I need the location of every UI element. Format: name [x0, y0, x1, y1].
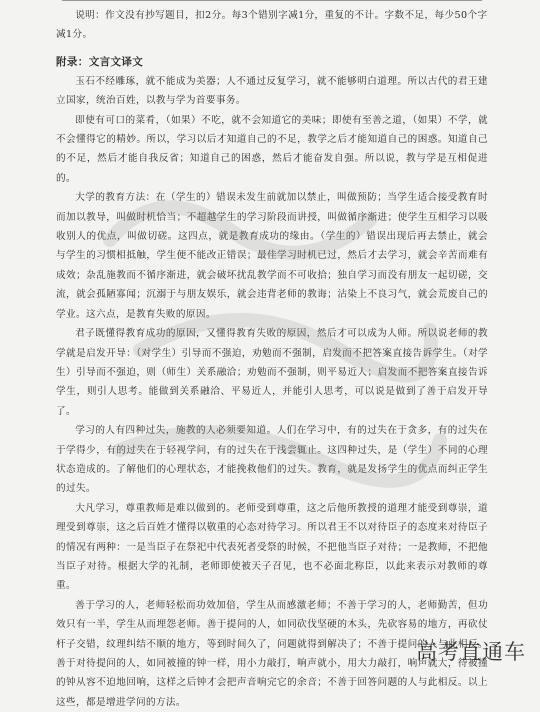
scoring-note: 说明：作文没有抄写题目，扣2分。每3个错别字减1分，重复的不计。字数不足，每少50个字减1分。 — [56, 10, 488, 41]
paragraph-5: 学习的人有四种过失，施教的人必须要知道。人们在学习中，有的过失在于贪多，有的过失在于学得少，有的过失在于轻视学问，有的过失在于浅尝辄止。这四种过失，是（学生）不同的心理状态造成的。了解他们的心理状态，才能挽救他们的过失。教育，就是发扬学生的优点而纠正学生的过失。 — [56, 425, 488, 495]
paragraph-3: 大学的教育方法：在（学生的）错误未发生前就加以禁止，叫做预防；当学生适合接受教育时而加以教导，叫做时机恰当；不超越学生的学习阶段而讲授，叫做循序渐进；使学生互相学习以吸收别人的优点，叫做切磋。这四点，就是教育成功的缘由。（学生的）错误出现后再去禁止，就会与学生的习惯相抵触，学生便不能改正错误；最佳学习时机已过，然后才去学习，就会辛苦而难有成效；杂乱施教而不循序渐进，就会破坏扰乱教学而不可收拾；独自学习而没有朋友一起切磋，交流，就会孤陋寡闻；沉溺于与朋友娱乐，就会违背老师的教诲；沾染上不良习气，就会荒废自己的学业。这六点，是教育失败的原因。 — [56, 192, 488, 320]
paragraph-1: 玉石不经雕琢，就不能成为美器；人不通过反复学习，就不能够明白道理。所以古代的君王建立国家，统治百姓，以教与学为首要事务。 — [56, 75, 488, 107]
appendix-title: 附录：文言文译文 — [56, 55, 144, 68]
paragraph-7: 善于学习的人，老师轻松而功效加倍，学生从而感激老师；不善于学习的人，老师勤苦，但功效只有一半，学生从而埋怨老师。善于提问的人，如同砍伐坚硬的木头，先砍容易的地方，再砍仗杆子交错，纹理纠结不顺的地方，等到时间久了，问题就得到解决了；不善于提问的人与此相反。善于对待提问的人，如同被撞的钟一样，用小力敲打，响声就小，用大力敲打，响声就大，待被撞的钟从容不迫地回响，这样之后钟才会把声音响完它的余音；不善于回答问题的人与此相反。以上这些，都是增进学问的方法。 — [56, 599, 488, 708]
brand-logo-text: 高考直通车 — [416, 640, 526, 664]
paragraph-2: 即使有可口的菜肴，（如果）不吃，就不会知道它的美味；即使有至善之道，（如果）不学，就不会懂得它的精妙。所以，学习以后才知道自己的不足，教学之后才能知道自己的困惑。知道自己的不足，然后才能自我反省；知道自己的困惑，然后才能奋发自强。所以说，教与学是互相促进的。 — [56, 114, 488, 184]
top-rule — [62, 0, 482, 1]
paragraph-6: 大凡学习，尊重教师是难以做到的。老师受到尊重，这之后他所教授的道理才能受到尊崇，道理受到尊崇，这之后百姓才懂得以敬重的心态对待学习。所以君王不以对待臣子的态度来对待臣子的情况有两种：一是当臣子在祭祀中代表死者受祭的时候，不把他当臣子对待；一是教师，不把他当臣子对待。根据大学的礼制，老师即使被天子召见，也不必面北称臣，以此来表示对教师的尊重。 — [56, 502, 488, 592]
paragraph-4: 君子既懂得教育成功的原因，又懂得教育失败的原因，然后才可以成为人师。所以说老师的教学就是启发开导：（对学生）引导而不强迫，劝勉而不强制，启发而不把答案直接告诉学生。（对学生）引导而不强迫，则（师生）关系融洽；劝勉而不强制，则平易近人；启发而不把答案直接告诉学生，则引人思考。能做到关系融洽、平易近人，并能引人思考，可以说是做到了善于启发开导了。 — [56, 328, 488, 417]
document-page — [56, 6, 488, 712]
